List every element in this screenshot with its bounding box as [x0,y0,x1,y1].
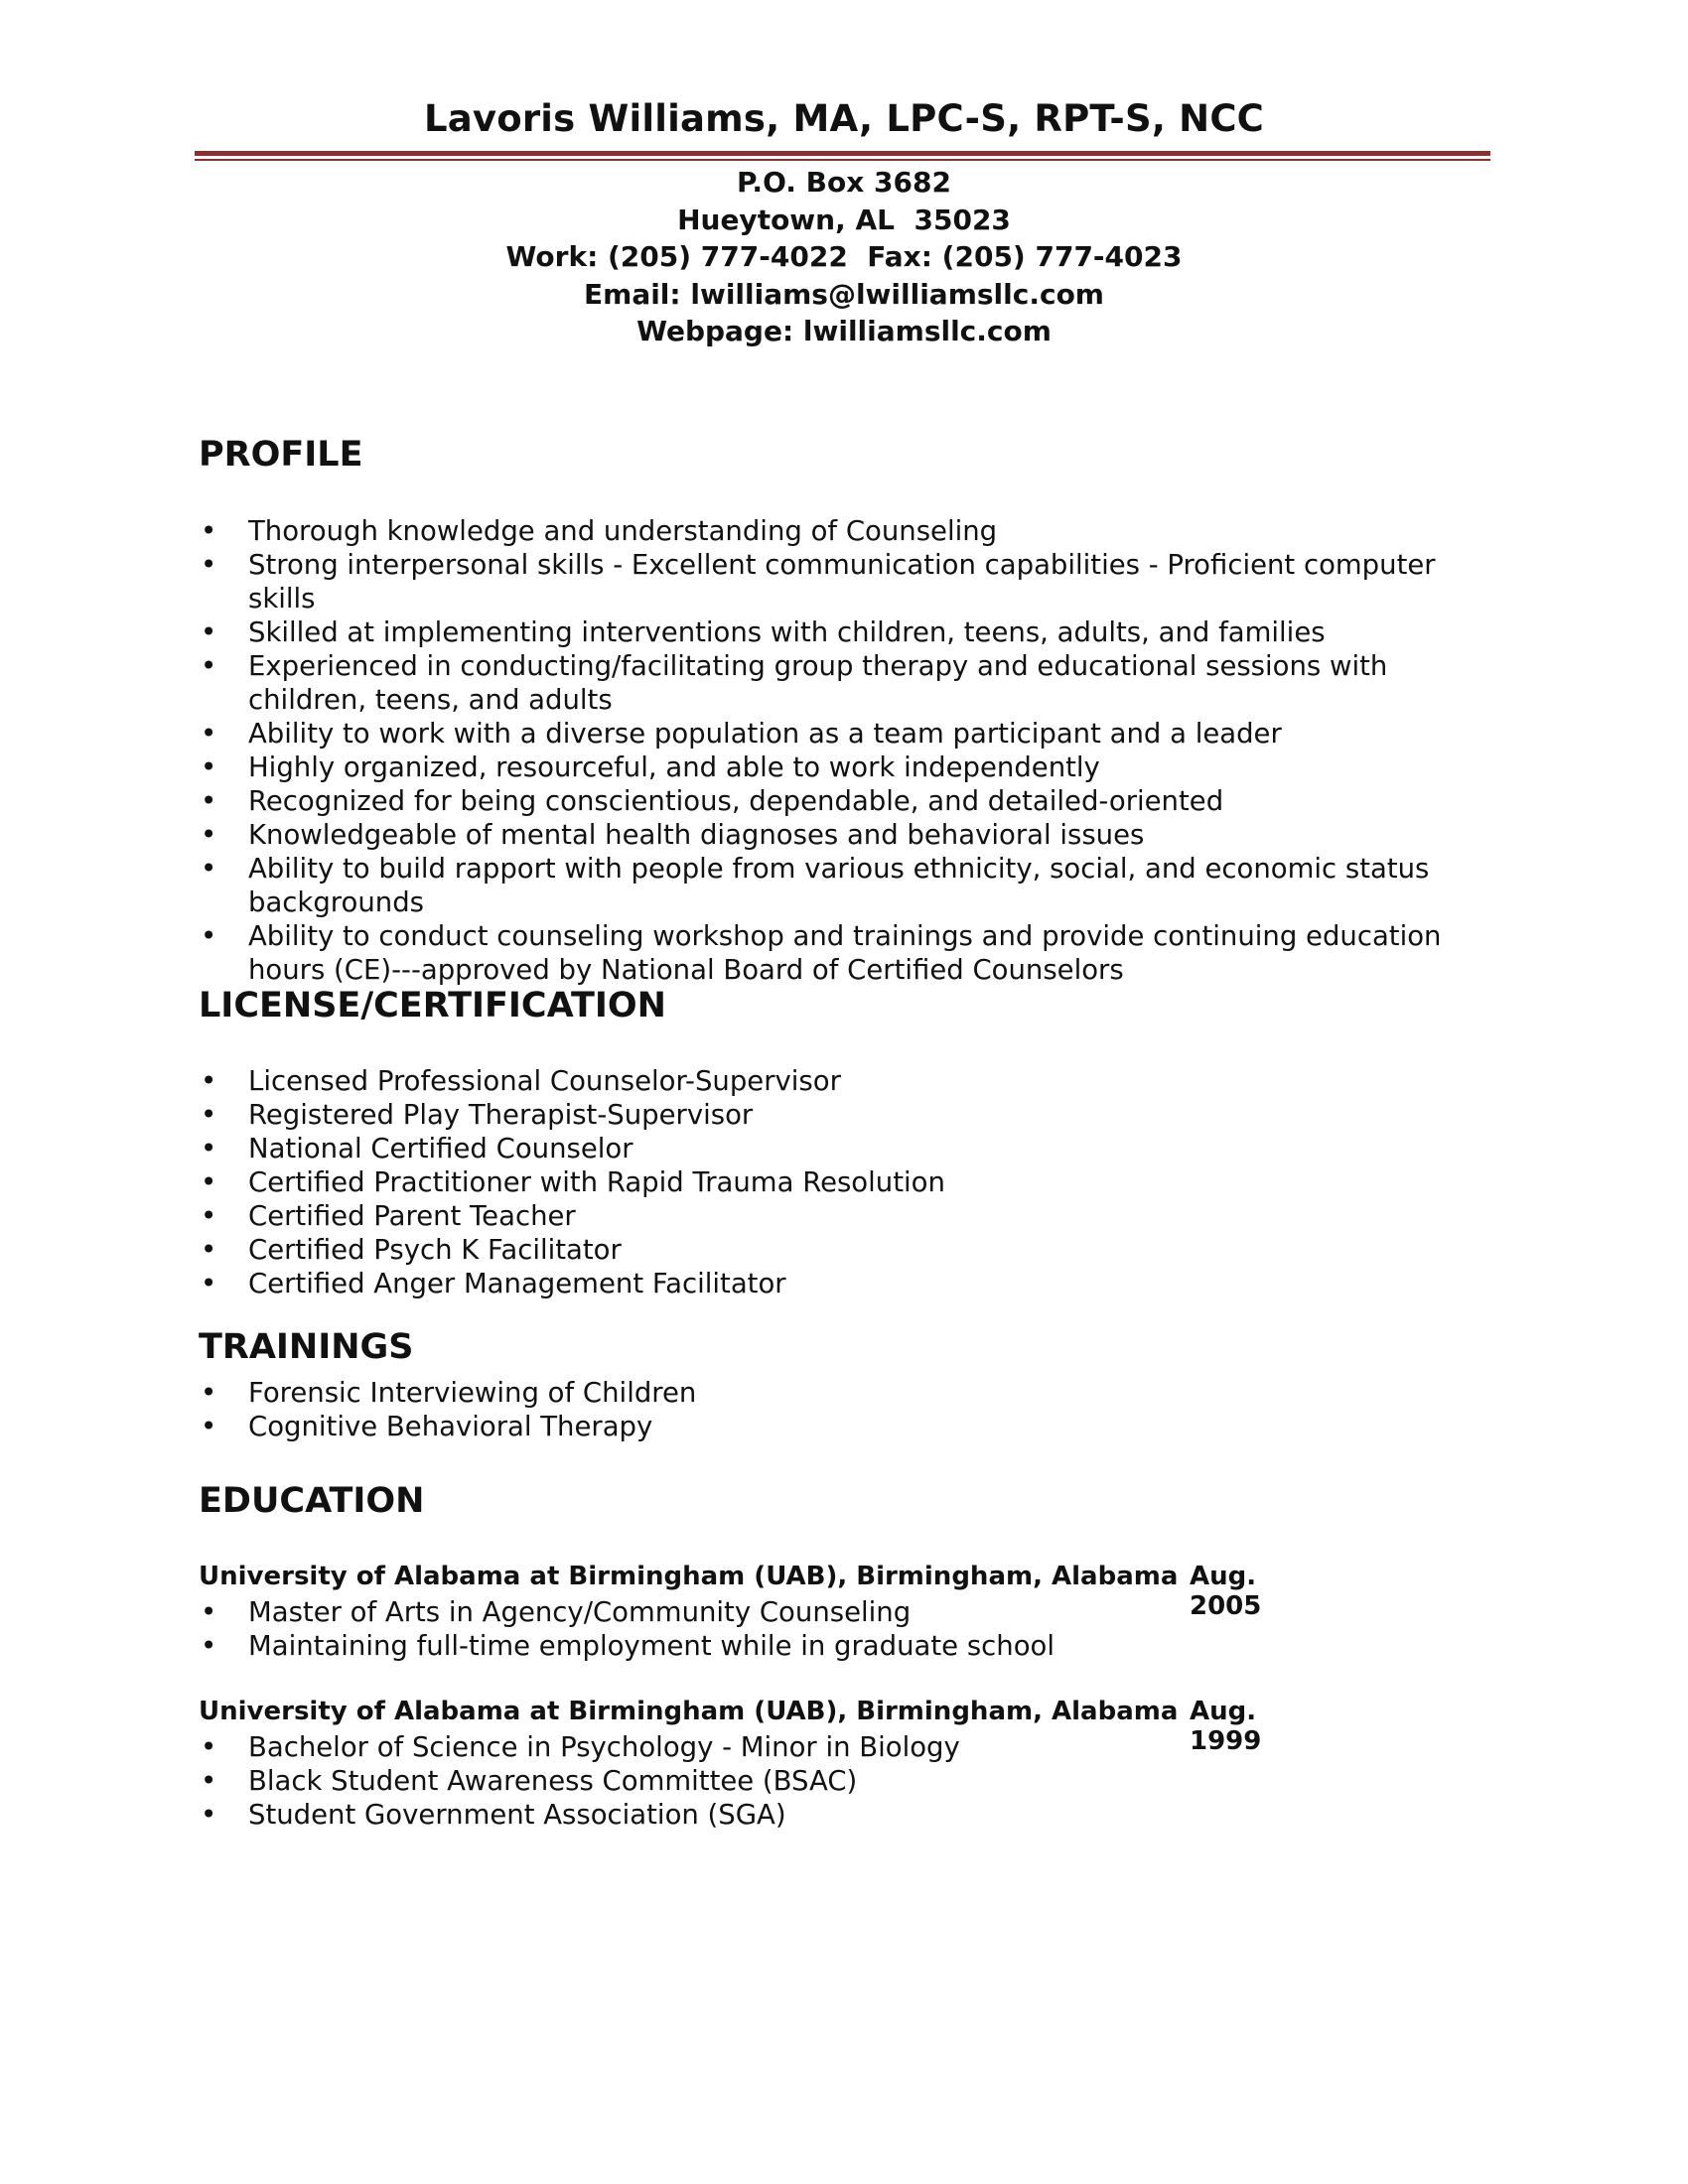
license-heading: LICENSE/CERTIFICATION [199,986,666,1025]
license-list [199,1064,1489,1300]
address-line-1: P.O. Box 3682 [737,166,951,199]
list-item: • Forensic Interviewing of Children [201,1377,697,1409]
graduation-date: Aug. 2005 [1190,1562,1262,1621]
bullet-icon: • [201,819,217,851]
list-item: • Bachelor of Science in Psychology - Minor in Biology [201,1731,960,1763]
bullet-icon: • [201,515,217,547]
education-heading: EDUCATION [199,1481,425,1521]
list-item: • Strong interpersonal skills - Excellent communication capabilities - Proficient computer skills [201,549,1436,614]
list-item: • Certified Parent Teacher [201,1200,576,1232]
bullet-icon: • [201,718,217,750]
list-item: • Licensed Professional Counselor-Supervisor [201,1065,841,1097]
list-item: • Master of Arts in Agency/Community Counseling [201,1596,912,1628]
list-item: • Maintaining full-time employment while in graduate school [201,1630,1055,1662]
bullet-icon: • [201,1200,217,1232]
bullet-icon: • [201,785,217,817]
list-item: • Cognitive Behavioral Therapy [201,1411,653,1442]
list-item: • Black Student Awareness Committee (BSAC) [201,1765,858,1797]
bullet-icon: • [201,1166,217,1198]
webpage-line: Webpage: lwilliamsllc.com [636,315,1052,347]
list-item: • Student Government Association (SGA) [201,1799,786,1831]
bullet-icon: • [201,549,217,581]
trainings-list [199,1376,1489,1443]
list-item: • Experienced in conducting/facilitating group therapy and educational sessions with children, teens, and adults [201,650,1388,716]
bullet-icon: • [201,1799,217,1831]
list-item: • Certified Psych K Facilitator [201,1234,622,1266]
list-item: • Ability to conduct counseling workshop and trainings and provide continuing education hours (CE)---approved by National Board of Certified Counselors [201,920,1442,986]
profile-heading: PROFILE [199,435,363,475]
list-item: • Certified Anger Management Facilitator [201,1268,786,1299]
trainings-heading: TRAININGS [199,1327,414,1367]
list-item: • Certified Practitioner with Rapid Trauma Resolution [201,1166,945,1198]
graduation-date: Aug. 1999 [1190,1697,1262,1756]
address-line-2: Hueytown, AL 35023 [677,203,1011,236]
email-line: Email: lwilliams@lwilliamsllc.com [584,277,1104,311]
bullet-icon: • [201,1765,217,1797]
bullet-icon: • [201,920,217,952]
bullet-icon: • [201,1133,217,1164]
list-item: • Skilled at implementing interventions with children, teens, adults, and families [201,616,1326,648]
header-rule-thin [195,159,1490,161]
bullet-icon: • [201,1596,217,1628]
phone-fax-line: Work: (205) 777-4022 Fax: (205) 777-4023 [505,240,1183,273]
list-item: • Knowledgeable of mental health diagnoses and behavioral issues [201,819,1145,851]
bullet-icon: • [201,616,217,648]
bullet-icon: • [201,1630,217,1662]
list-item: • Highly organized, resourceful, and able to work independently [201,751,1100,783]
bullet-icon: • [201,751,217,783]
resume-name: Lavoris Williams, MA, LPC-S, RPT-S, NCC [423,97,1265,140]
bullet-icon: • [201,1065,217,1097]
list-item: • National Certified Counselor [201,1133,633,1164]
list-item: • Thorough knowledge and understanding of Counseling [201,515,998,547]
education-entry-list [199,1730,1489,1832]
bullet-icon: • [201,1411,217,1442]
bullet-icon: • [201,1234,217,1266]
list-item: • Recognized for being conscientious, dependable, and detailed-oriented [201,785,1224,817]
school-name: University of Alabama at Birmingham (UAB), Birmingham, Alabama [199,1562,1179,1591]
contact-block [0,164,1688,350]
bullet-icon: • [201,1731,217,1763]
list-item: • Ability to build rapport with people from various ethnicity, social, and economic status backgrounds [201,853,1430,918]
bullet-icon: • [201,1268,217,1299]
bullet-icon: • [201,1377,217,1409]
school-name: University of Alabama at Birmingham (UAB), Birmingham, Alabama [199,1697,1179,1726]
list-item: • Registered Play Therapist-Supervisor [201,1099,754,1131]
bullet-icon: • [201,853,217,885]
list-item: • Ability to work with a diverse population as a team participant and a leader [201,718,1282,750]
education-entry-list [199,1595,1489,1663]
header-rule-thick [195,151,1490,156]
bullet-icon: • [201,650,217,682]
profile-list [199,514,1489,987]
bullet-icon: • [201,1099,217,1131]
